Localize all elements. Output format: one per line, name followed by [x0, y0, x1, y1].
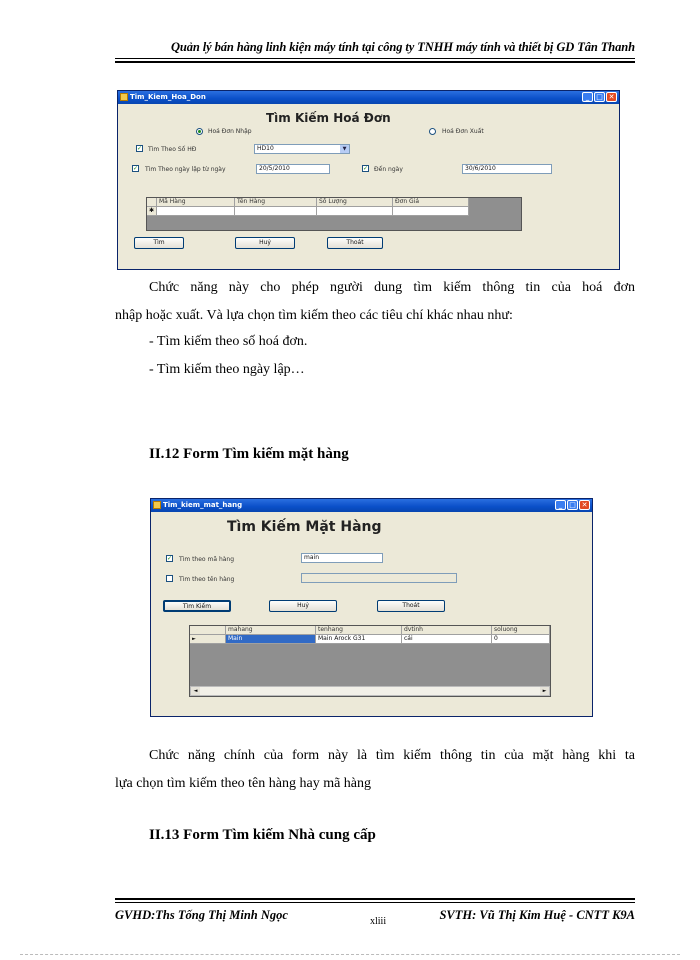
cell-dvtinh[interactable]: cái [402, 635, 492, 644]
chevron-down-icon[interactable]: ▼ [340, 145, 349, 153]
invoice-grid [146, 197, 522, 231]
radio-export-label: Hoá Đơn Xuất [442, 128, 484, 135]
horizontal-scrollbar[interactable] [190, 686, 550, 696]
label-by-number: Tìm Theo Số HĐ [148, 146, 197, 153]
paragraph-1-line-1: Chức năng này cho phép người dung tìm kiếm thông tin của hoá đơn [149, 280, 635, 295]
check-to-date[interactable]: ✓ [363, 165, 369, 172]
exit-button[interactable]: Thoát [327, 237, 383, 249]
radio-export-invoice[interactable] [429, 128, 436, 135]
search-button[interactable]: Tìm Kiếm [163, 600, 231, 612]
paragraph-2-line-1: Chức năng chính của form này là tìm kiếm thông tin của mặt hàng khi ta [149, 748, 635, 763]
cell-tenhang[interactable]: Main Arock G31 [316, 635, 402, 644]
paragraph-1-line-2: nhập hoặc xuất. Và lựa chọn tìm kiếm theo các tiêu chí khác nhau như: [115, 308, 513, 323]
product-name-field[interactable] [301, 573, 457, 583]
scroll-left-icon[interactable]: ◄ [191, 687, 200, 695]
product-form-titlebar [151, 499, 592, 512]
invoice-number-combo[interactable]: HD10 ▼ [254, 144, 350, 154]
footer-rule-thick [115, 898, 635, 900]
product-form-window-title: Tim_kiem_mat_hang [163, 501, 243, 509]
header-rule [115, 58, 635, 59]
maximize-icon[interactable]: □ [594, 92, 605, 102]
radio-import-invoice[interactable] [196, 128, 203, 135]
to-date-field[interactable]: 30/6/2010 [462, 164, 552, 174]
new-row-marker: ✱ [147, 207, 157, 216]
product-search-form [150, 498, 593, 717]
footer-student: SVTH: Vũ Thị Kim Huệ - CNTT K9A [439, 908, 635, 922]
invoice-search-form [117, 90, 620, 270]
cancel-button[interactable]: Huỷ [235, 237, 295, 249]
header-rule-thick [115, 61, 635, 63]
app-icon [120, 93, 128, 101]
product-code-field[interactable]: main [301, 553, 383, 563]
table-row[interactable] [190, 635, 550, 644]
product-grid [189, 625, 551, 697]
invoice-grid-header [147, 198, 521, 207]
from-date-field[interactable]: 20/5/2010 [256, 164, 330, 174]
invoice-form-title: Tìm Kiếm Hoá Đơn [266, 111, 391, 125]
app-icon [153, 501, 161, 509]
invoice-form-titlebar [118, 91, 619, 104]
footer-supervisor: GVHD:Ths Tống Thị Minh Ngọc [115, 908, 288, 922]
maximize-icon[interactable]: □ [567, 500, 578, 510]
close-icon[interactable]: ✕ [579, 500, 590, 510]
minimize-icon[interactable]: _ [582, 92, 593, 102]
minimize-icon[interactable]: _ [555, 500, 566, 510]
cell-mahang[interactable]: Main [226, 635, 316, 644]
invoice-form-window-title: Tim_Kiem_Hoa_Don [130, 93, 206, 101]
label-by-name: Tìm theo tên hàng [179, 576, 235, 583]
page-header: Quản lý bán hàng linh kiện máy tính tại công ty TNHH máy tính và thiết bị GD Tân Thanh [170, 40, 635, 54]
section-heading-ii-12: II.12 Form Tìm kiếm mặt hàng [149, 446, 349, 462]
bullet-search-by-date: - Tìm kiếm theo ngày lập… [149, 362, 305, 377]
label-by-code: Tìm theo mã hàng [179, 556, 235, 563]
page-boundary [20, 954, 680, 955]
search-button[interactable]: Tìm [134, 237, 184, 249]
product-grid-header [190, 626, 550, 635]
table-row[interactable] [147, 207, 521, 216]
column-header[interactable]: Đơn Giá [393, 198, 469, 207]
column-header[interactable]: Mã Hàng [157, 198, 235, 207]
cell-soluong[interactable]: 0 [492, 635, 550, 644]
radio-import-label: Hoá Đơn Nhập [208, 128, 252, 135]
paragraph-2-line-2: lựa chọn tìm kiếm theo tên hàng hay mã hàng [115, 776, 372, 791]
exit-button[interactable]: Thoát [377, 600, 445, 612]
footer-rule [115, 902, 635, 903]
label-by-date: Tìm Theo ngày lập từ ngày [145, 166, 226, 173]
check-by-date[interactable]: ✓ [133, 165, 139, 172]
column-header[interactable]: mahang [226, 626, 316, 635]
check-by-code[interactable]: ✓ [167, 555, 173, 562]
column-header[interactable]: Số Lượng [317, 198, 393, 207]
cancel-button[interactable]: Huỷ [269, 600, 337, 612]
close-icon[interactable]: ✕ [606, 92, 617, 102]
column-header[interactable]: tenhang [316, 626, 402, 635]
check-by-name[interactable] [166, 575, 173, 582]
column-header[interactable]: soluong [492, 626, 550, 635]
current-row-marker: ► [190, 635, 226, 644]
bullet-search-by-number: - Tìm kiếm theo số hoá đơn. [149, 334, 308, 349]
section-heading-ii-13: II.13 Form Tìm kiếm Nhà cung cấp [149, 827, 376, 843]
scroll-right-icon[interactable]: ► [540, 687, 549, 695]
label-to-date: Đến ngày [374, 166, 403, 173]
product-form-title: Tìm Kiếm Mặt Hàng [227, 519, 382, 535]
page-number: xliii [370, 916, 387, 927]
column-header[interactable]: dvtinh [402, 626, 492, 635]
column-header[interactable]: Tên Hàng [235, 198, 317, 207]
check-by-number[interactable]: ✓ [137, 145, 143, 152]
